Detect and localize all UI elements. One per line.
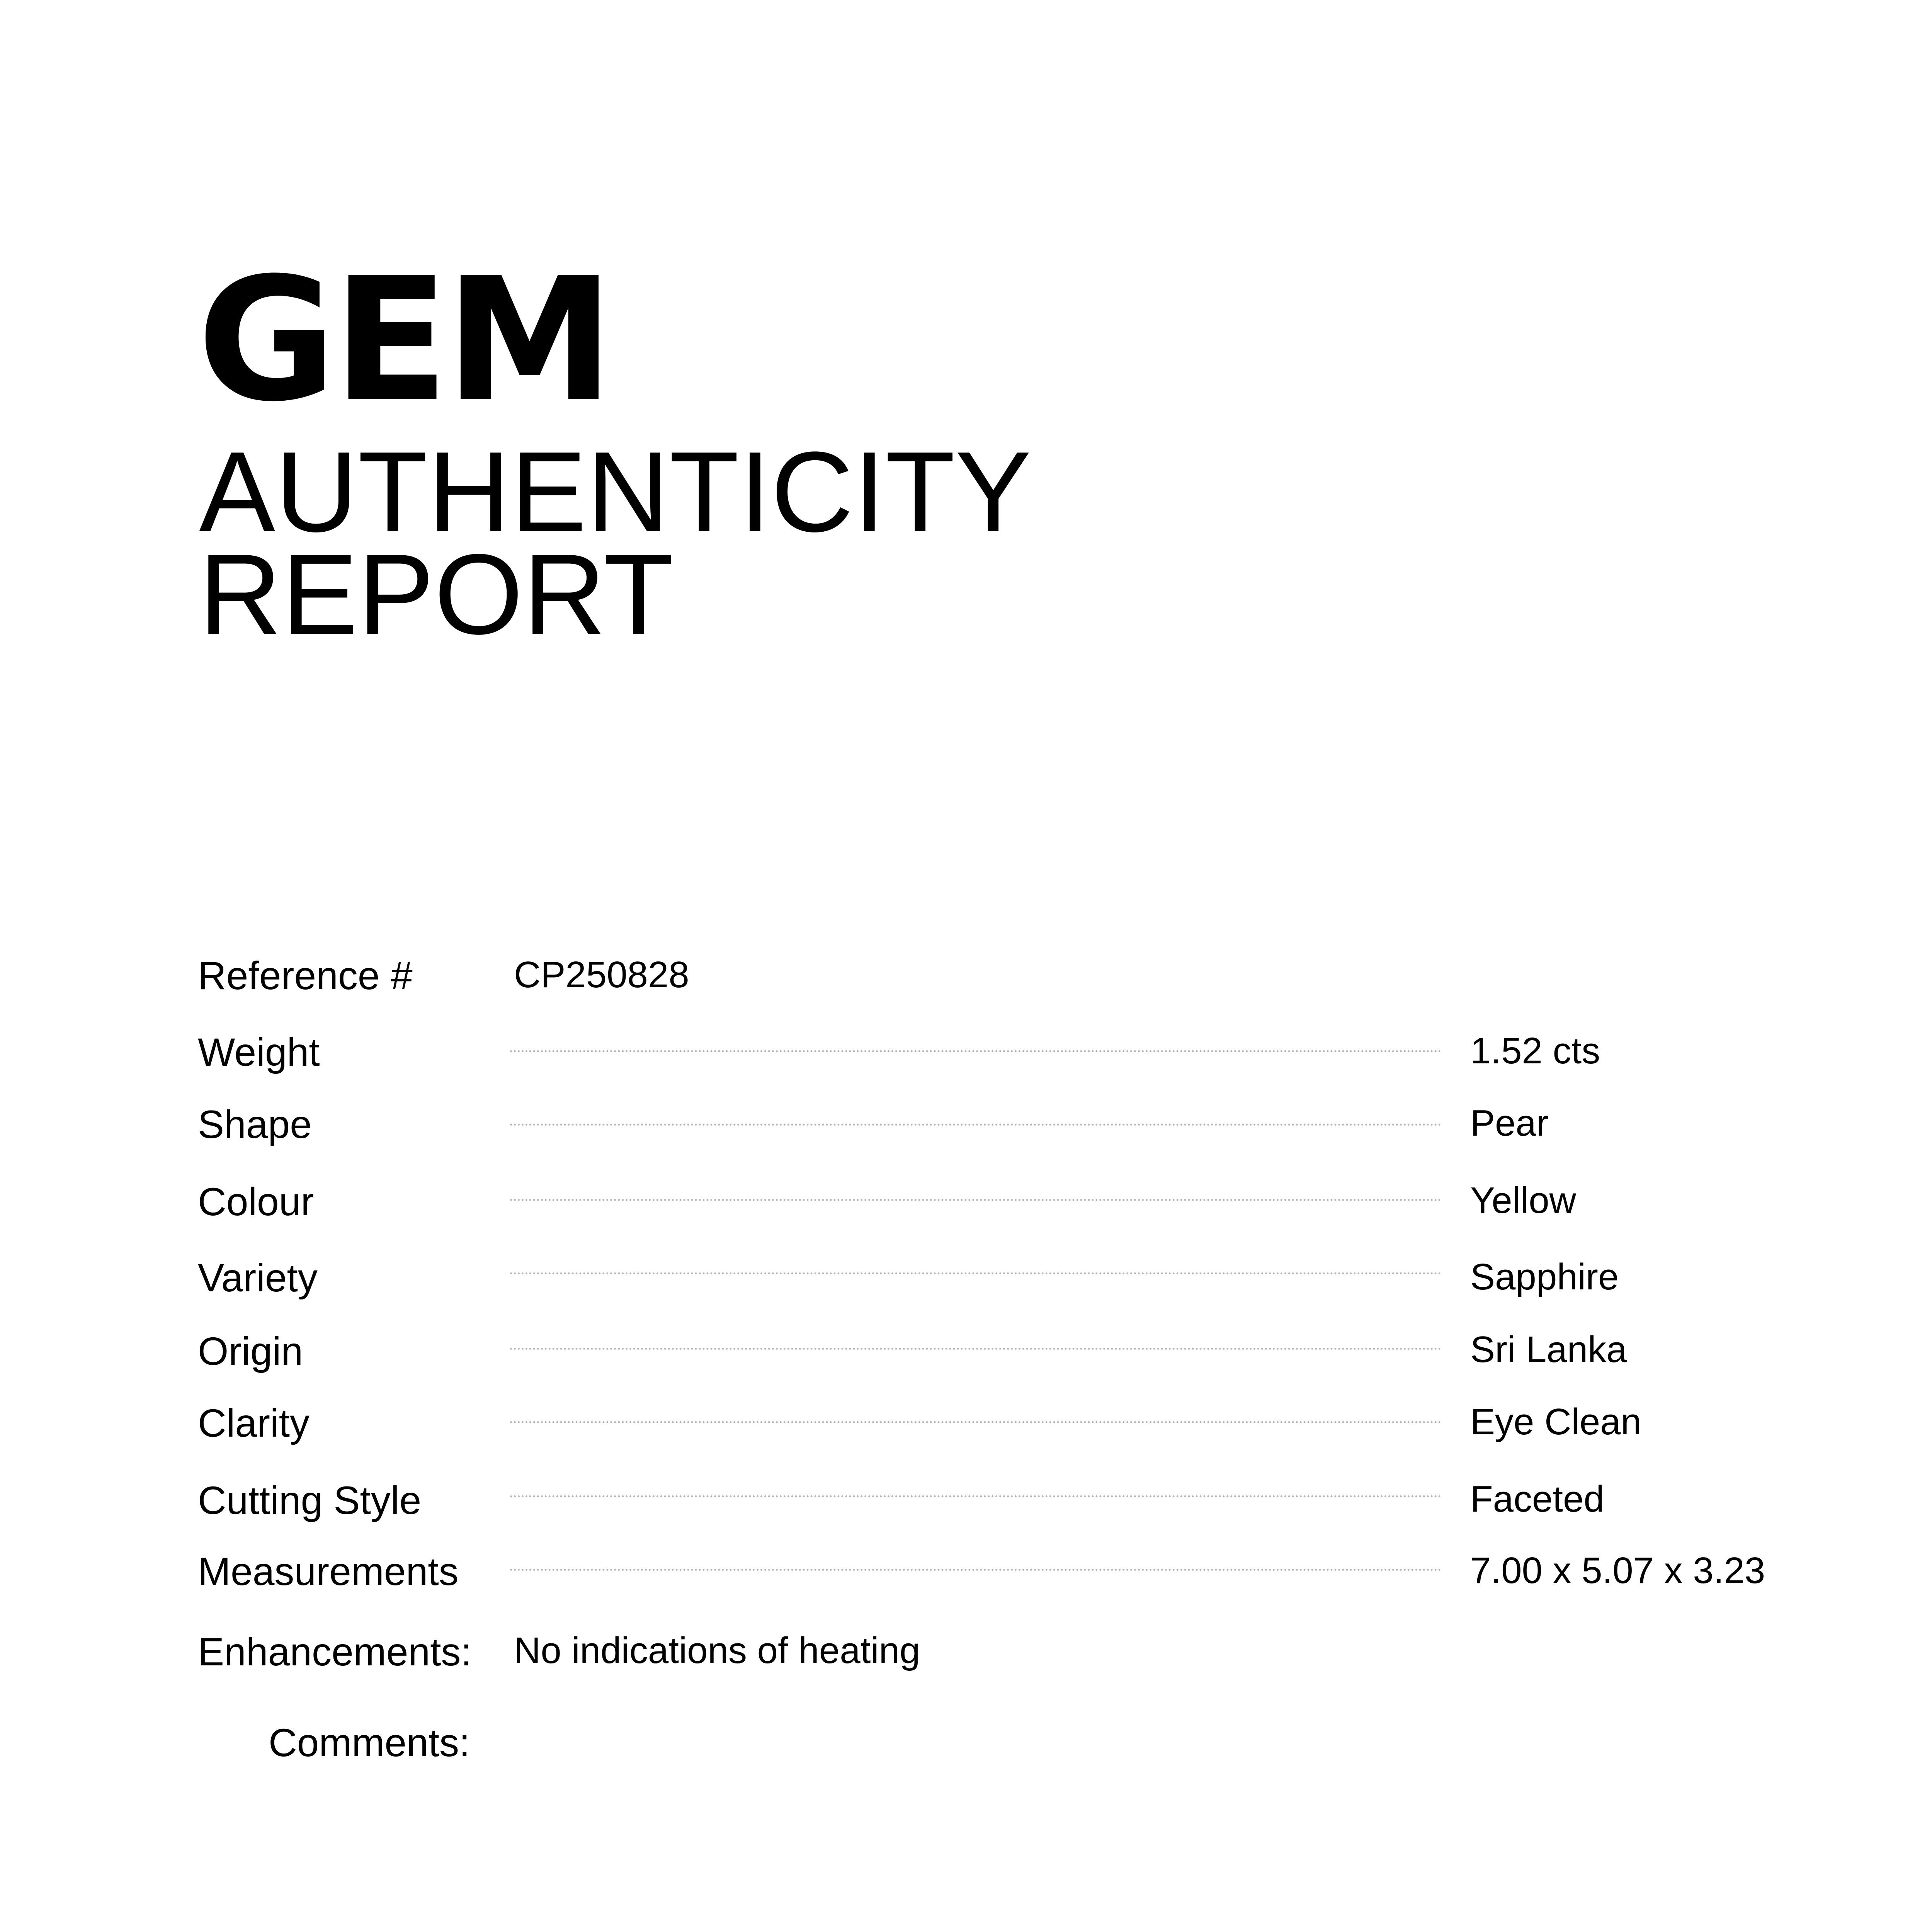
detail-value-measurements: 7.00 x 5.07 x 3.23 — [1470, 1550, 1765, 1591]
detail-label-cutting-style: Cutting Style — [198, 1478, 422, 1522]
detail-value-clarity: Eye Clean — [1470, 1401, 1641, 1442]
detail-label-shape: Shape — [198, 1102, 312, 1146]
enhancements-value: No indications of heating — [514, 1630, 920, 1671]
report-subtitle-line2: REPORT — [199, 530, 674, 658]
reference-label: Reference # — [198, 954, 413, 998]
detail-label-colour: Colour — [198, 1180, 314, 1224]
leader-line — [510, 1421, 1441, 1423]
leader-line — [510, 1495, 1441, 1497]
report-title: GEM — [197, 241, 611, 439]
leader-line — [510, 1050, 1441, 1052]
detail-value-cutting-style: Faceted — [1470, 1478, 1604, 1520]
comments-label: Comments: — [269, 1721, 470, 1765]
leader-line — [510, 1272, 1441, 1274]
detail-label-clarity: Clarity — [198, 1401, 310, 1445]
detail-label-variety: Variety — [198, 1256, 318, 1300]
detail-value-weight: 1.52 cts — [1470, 1030, 1600, 1071]
detail-value-variety: Sapphire — [1470, 1256, 1619, 1298]
detail-label-measurements: Measurements — [198, 1549, 459, 1594]
leader-line — [510, 1124, 1441, 1126]
enhancements-label: Enhancements: — [198, 1630, 472, 1674]
detail-value-origin: Sri Lanka — [1470, 1329, 1627, 1370]
leader-line — [510, 1199, 1441, 1201]
detail-label-origin: Origin — [198, 1329, 303, 1373]
reference-value: CP250828 — [514, 954, 689, 995]
leader-line — [510, 1348, 1441, 1350]
detail-value-shape: Pear — [1470, 1102, 1549, 1144]
leader-line — [510, 1569, 1441, 1571]
detail-value-colour: Yellow — [1470, 1180, 1576, 1221]
report-subtitle-line1: AUTHENTICITY — [199, 428, 1032, 556]
detail-label-weight: Weight — [198, 1030, 320, 1074]
